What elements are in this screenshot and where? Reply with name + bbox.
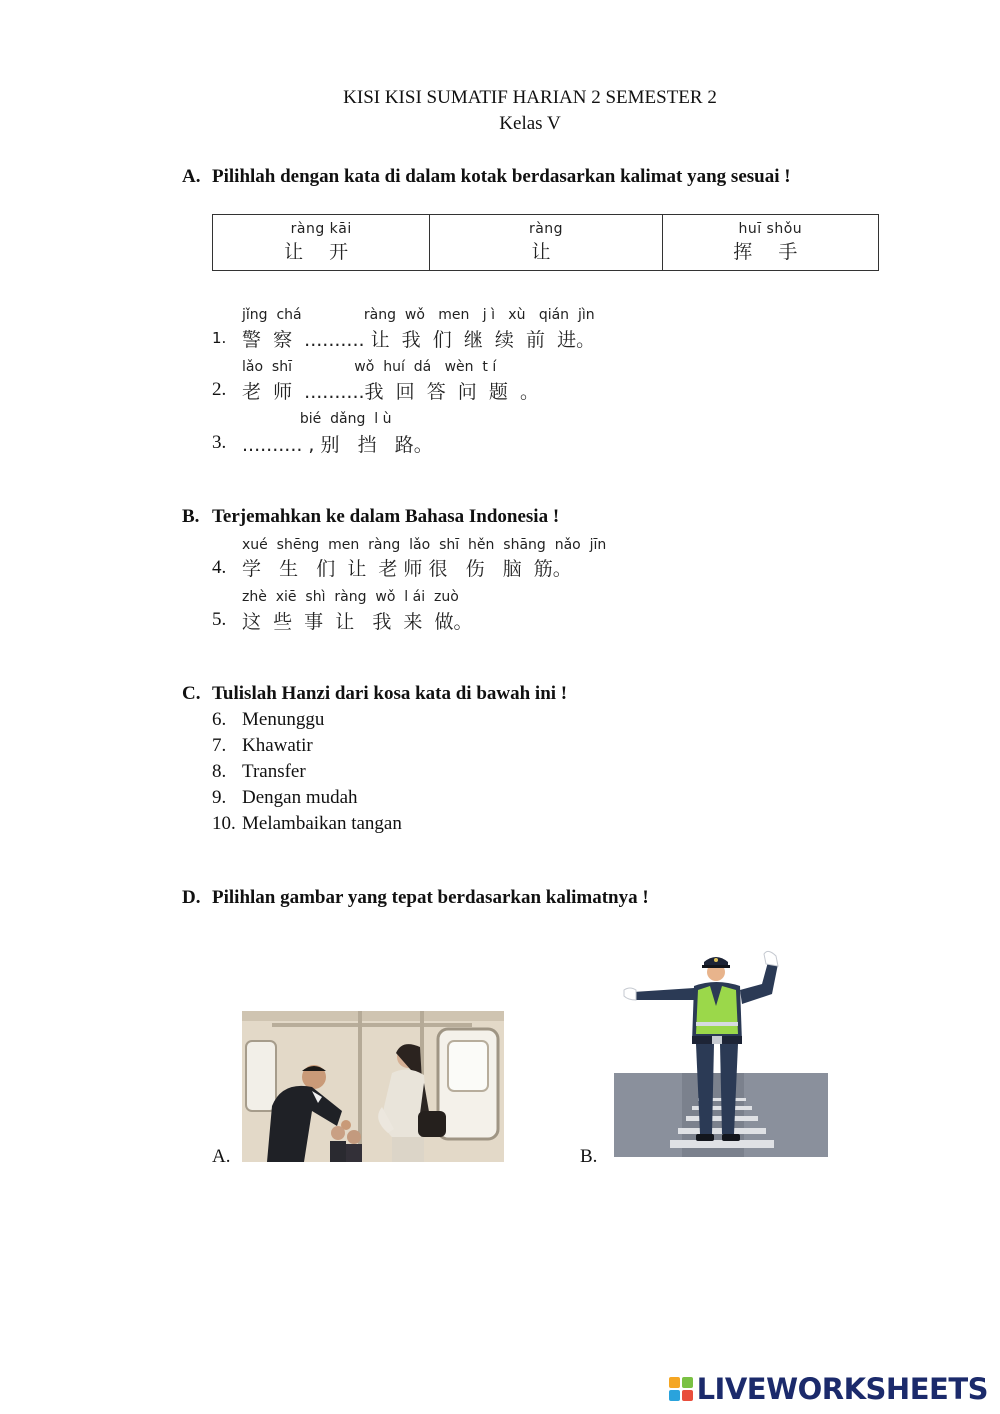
- vocab-number: 10.: [212, 813, 236, 834]
- item-3-sentence: .......... , 别 挡 路。: [242, 434, 433, 456]
- train-scene-illustration: [242, 1011, 504, 1162]
- item-2-pinyin: lǎo shī wǒ huí dá wèn t í: [242, 359, 497, 375]
- item-2-number: 2.: [212, 379, 227, 400]
- section-a-heading: [182, 166, 791, 188]
- vocab-word: Transfer: [242, 761, 306, 782]
- list-item: [212, 761, 306, 783]
- option-a-image[interactable]: [242, 1011, 504, 1162]
- liveworksheets-logo: [669, 1372, 988, 1406]
- item-5-sentence: 这 些 事 让 我 来 做。: [242, 611, 473, 633]
- list-item: [212, 735, 313, 757]
- section-c-heading: [182, 683, 567, 705]
- item-5-pinyin: zhè xiē shì ràng wǒ l ái zuò: [242, 589, 459, 605]
- option-b-image[interactable]: [612, 950, 832, 1160]
- item-1-number: 1.: [212, 329, 227, 347]
- section-d-label: D.: [182, 887, 201, 908]
- item-3-number: 3.: [212, 432, 227, 453]
- item-2-sentence: 老 师 ..........我 回 答 问 题 。: [242, 381, 539, 403]
- word-option-pinyin: ràng: [528, 221, 564, 237]
- option-b-label: B.: [580, 1146, 598, 1167]
- list-item: [212, 813, 402, 835]
- section-a-label: A.: [182, 166, 201, 187]
- vocab-number: 9.: [212, 787, 227, 808]
- word-choice-box: [212, 214, 879, 271]
- vocab-word: Melambaikan tangan: [242, 813, 402, 834]
- section-b-heading: [182, 506, 559, 528]
- item-4-sentence: 学 生 们 让 老 师 很 伤 脑 筋。: [242, 558, 572, 580]
- word-option-hanzi: 让 开: [284, 241, 359, 263]
- section-d-instruction: Pilihlan gambar yang tepat berdasarkan kalimatnya !: [212, 887, 649, 908]
- traffic-police-illustration: [612, 950, 832, 1160]
- vocab-word: Khawatir: [242, 735, 313, 756]
- vocab-word: Dengan mudah: [242, 787, 358, 808]
- section-b-label: B.: [182, 506, 200, 527]
- page-subtitle: Kelas V: [499, 113, 561, 134]
- item-1-sentence: 警 察 .......... 让 我 们 继 续 前 进。: [242, 329, 596, 351]
- vocab-number: 8.: [212, 761, 227, 782]
- liveworksheets-logo-text: LIVEWORKSHEETS: [696, 1372, 988, 1406]
- item-4-number: 4.: [212, 557, 227, 578]
- word-option-2: [430, 215, 662, 270]
- liveworksheets-logo-icon: [669, 1377, 693, 1401]
- vocab-number: 6.: [212, 709, 227, 730]
- section-c-label: C.: [182, 683, 201, 704]
- section-a-instruction: Pilihlah dengan kata di dalam kotak berdasarkan kalimat yang sesuai !: [212, 166, 791, 187]
- page-title: KISI KISI SUMATIF HARIAN 2 SEMESTER 2: [343, 87, 717, 108]
- section-d-heading: [182, 887, 649, 909]
- vocab-word: Menunggu: [242, 709, 325, 730]
- list-item: [212, 709, 324, 731]
- word-option-1: [213, 215, 430, 270]
- word-option-hanzi: 让: [531, 241, 561, 263]
- vocab-number: 7.: [212, 735, 227, 756]
- item-1-pinyin: jǐng chá ràng wǒ men j ì xù qián jìn: [242, 307, 595, 323]
- word-option-pinyin: ràng kāi: [290, 221, 352, 237]
- item-5-number: 5.: [212, 609, 227, 630]
- word-option-3: [663, 215, 878, 270]
- item-3-pinyin: bié dǎng l ù: [242, 411, 392, 427]
- section-c-instruction: Tulislah Hanzi dari kosa kata di bawah ini !: [212, 683, 568, 704]
- item-4-pinyin: xué shēng men ràng lǎo shī hěn shāng nǎo jīn: [242, 537, 607, 553]
- word-option-hanzi: 挥 手: [733, 241, 808, 263]
- word-option-pinyin: huī shǒu: [738, 221, 803, 237]
- section-b-instruction: Terjemahkan ke dalam Bahasa Indonesia !: [212, 506, 560, 527]
- option-a-label: A.: [212, 1146, 231, 1167]
- list-item: [212, 787, 358, 809]
